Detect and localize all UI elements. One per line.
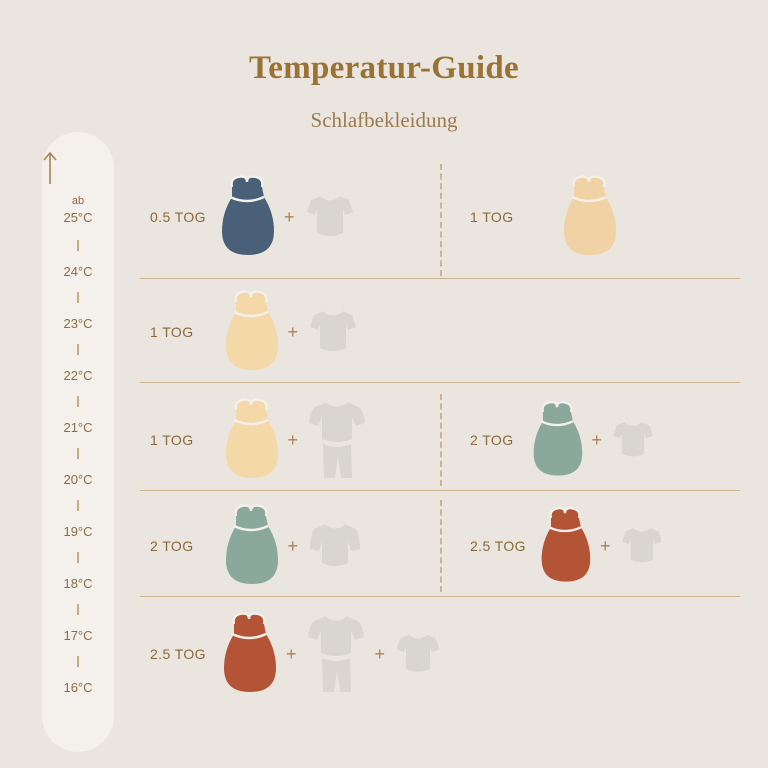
row-2-left [150,288,362,376]
column-divider [440,500,442,592]
row-4-right [470,500,667,592]
sleeping-bag-icon [216,171,278,263]
sleeping-bag-icon [536,503,594,589]
scale-dash [77,344,79,355]
tog-label: 2.5 TOG [150,646,206,662]
row-1-left [150,172,359,262]
scale-dash [77,448,79,459]
row-divider [140,490,740,491]
sleeping-bag-icon [218,608,280,700]
short-sleeve-bodysuit-icon [608,415,658,465]
tog-label: 1 TOG [150,324,194,340]
scale-tick-21: 21°C [63,420,93,435]
row-4-left [150,500,366,592]
scale-prefix: ab [71,195,85,207]
tog-label: 1 TOG [470,209,514,225]
guide-grid [140,150,740,710]
scale-tick-19: 19°C [63,524,93,539]
short-sleeve-bodysuit-icon [617,521,667,571]
plus-separator: + [591,429,603,450]
sleeping-bag-icon [220,500,282,592]
plus-separator: + [285,643,297,664]
page-subtitle: Schlafbekleidung [310,108,458,132]
long-pyjama-icon [304,396,370,484]
scale-dash [77,552,79,563]
tog-label: 2 TOG [150,538,194,554]
scale-tick-24: 24°C [63,264,93,279]
row-divider [140,596,740,597]
row-1-right [470,172,620,262]
sleeping-bag-icon [528,397,586,483]
scale-tick-18: 18°C [63,576,93,591]
tog-label: 2.5 TOG [470,538,526,554]
row-divider [140,278,740,279]
page-title: Temperatur-Guide [248,50,519,86]
scale-dash [77,500,79,511]
row-divider [140,382,740,383]
tog-label: 1 TOG [150,432,194,448]
plus-separator: + [283,206,295,227]
short-sleeve-bodysuit-icon [304,303,362,361]
scale-dash [77,292,79,303]
plus-separator: + [599,535,611,556]
row-5-left [150,606,445,702]
sleeping-bag-icon [558,171,620,263]
temperature-scale [42,132,114,752]
short-sleeve-bodysuit-icon [301,188,359,246]
short-sleeve-bodysuit-icon [391,627,445,681]
column-divider [440,164,442,276]
long-sleeve-bodysuit-icon [304,516,366,576]
thermometer [42,132,114,752]
scale-tick-16: 16°C [63,680,93,695]
long-pyjama-icon [303,610,369,698]
scale-dash [77,604,79,615]
tog-label: 2 TOG [470,432,514,448]
scale-tick-22: 22°C [63,368,93,383]
row-3-left [150,394,370,486]
row-3-right [470,394,658,486]
plus-separator: + [287,535,299,556]
scale-dash [77,656,79,667]
plus-separator: + [287,321,299,342]
column-divider [440,394,442,486]
scale-tick-25: 25°C [63,210,93,225]
scale-dash [77,396,79,407]
sleeping-bag-icon [220,286,282,378]
plus-separator-2: + [374,643,386,664]
scale-dash [77,240,79,251]
sleeping-bag-icon [220,394,282,486]
scale-tick-17: 17°C [63,628,93,643]
tog-label: 0.5 TOG [150,209,206,225]
plus-separator: + [287,429,299,450]
scale-tick-20: 20°C [63,472,93,487]
scale-tick-23: 23°C [63,316,93,331]
